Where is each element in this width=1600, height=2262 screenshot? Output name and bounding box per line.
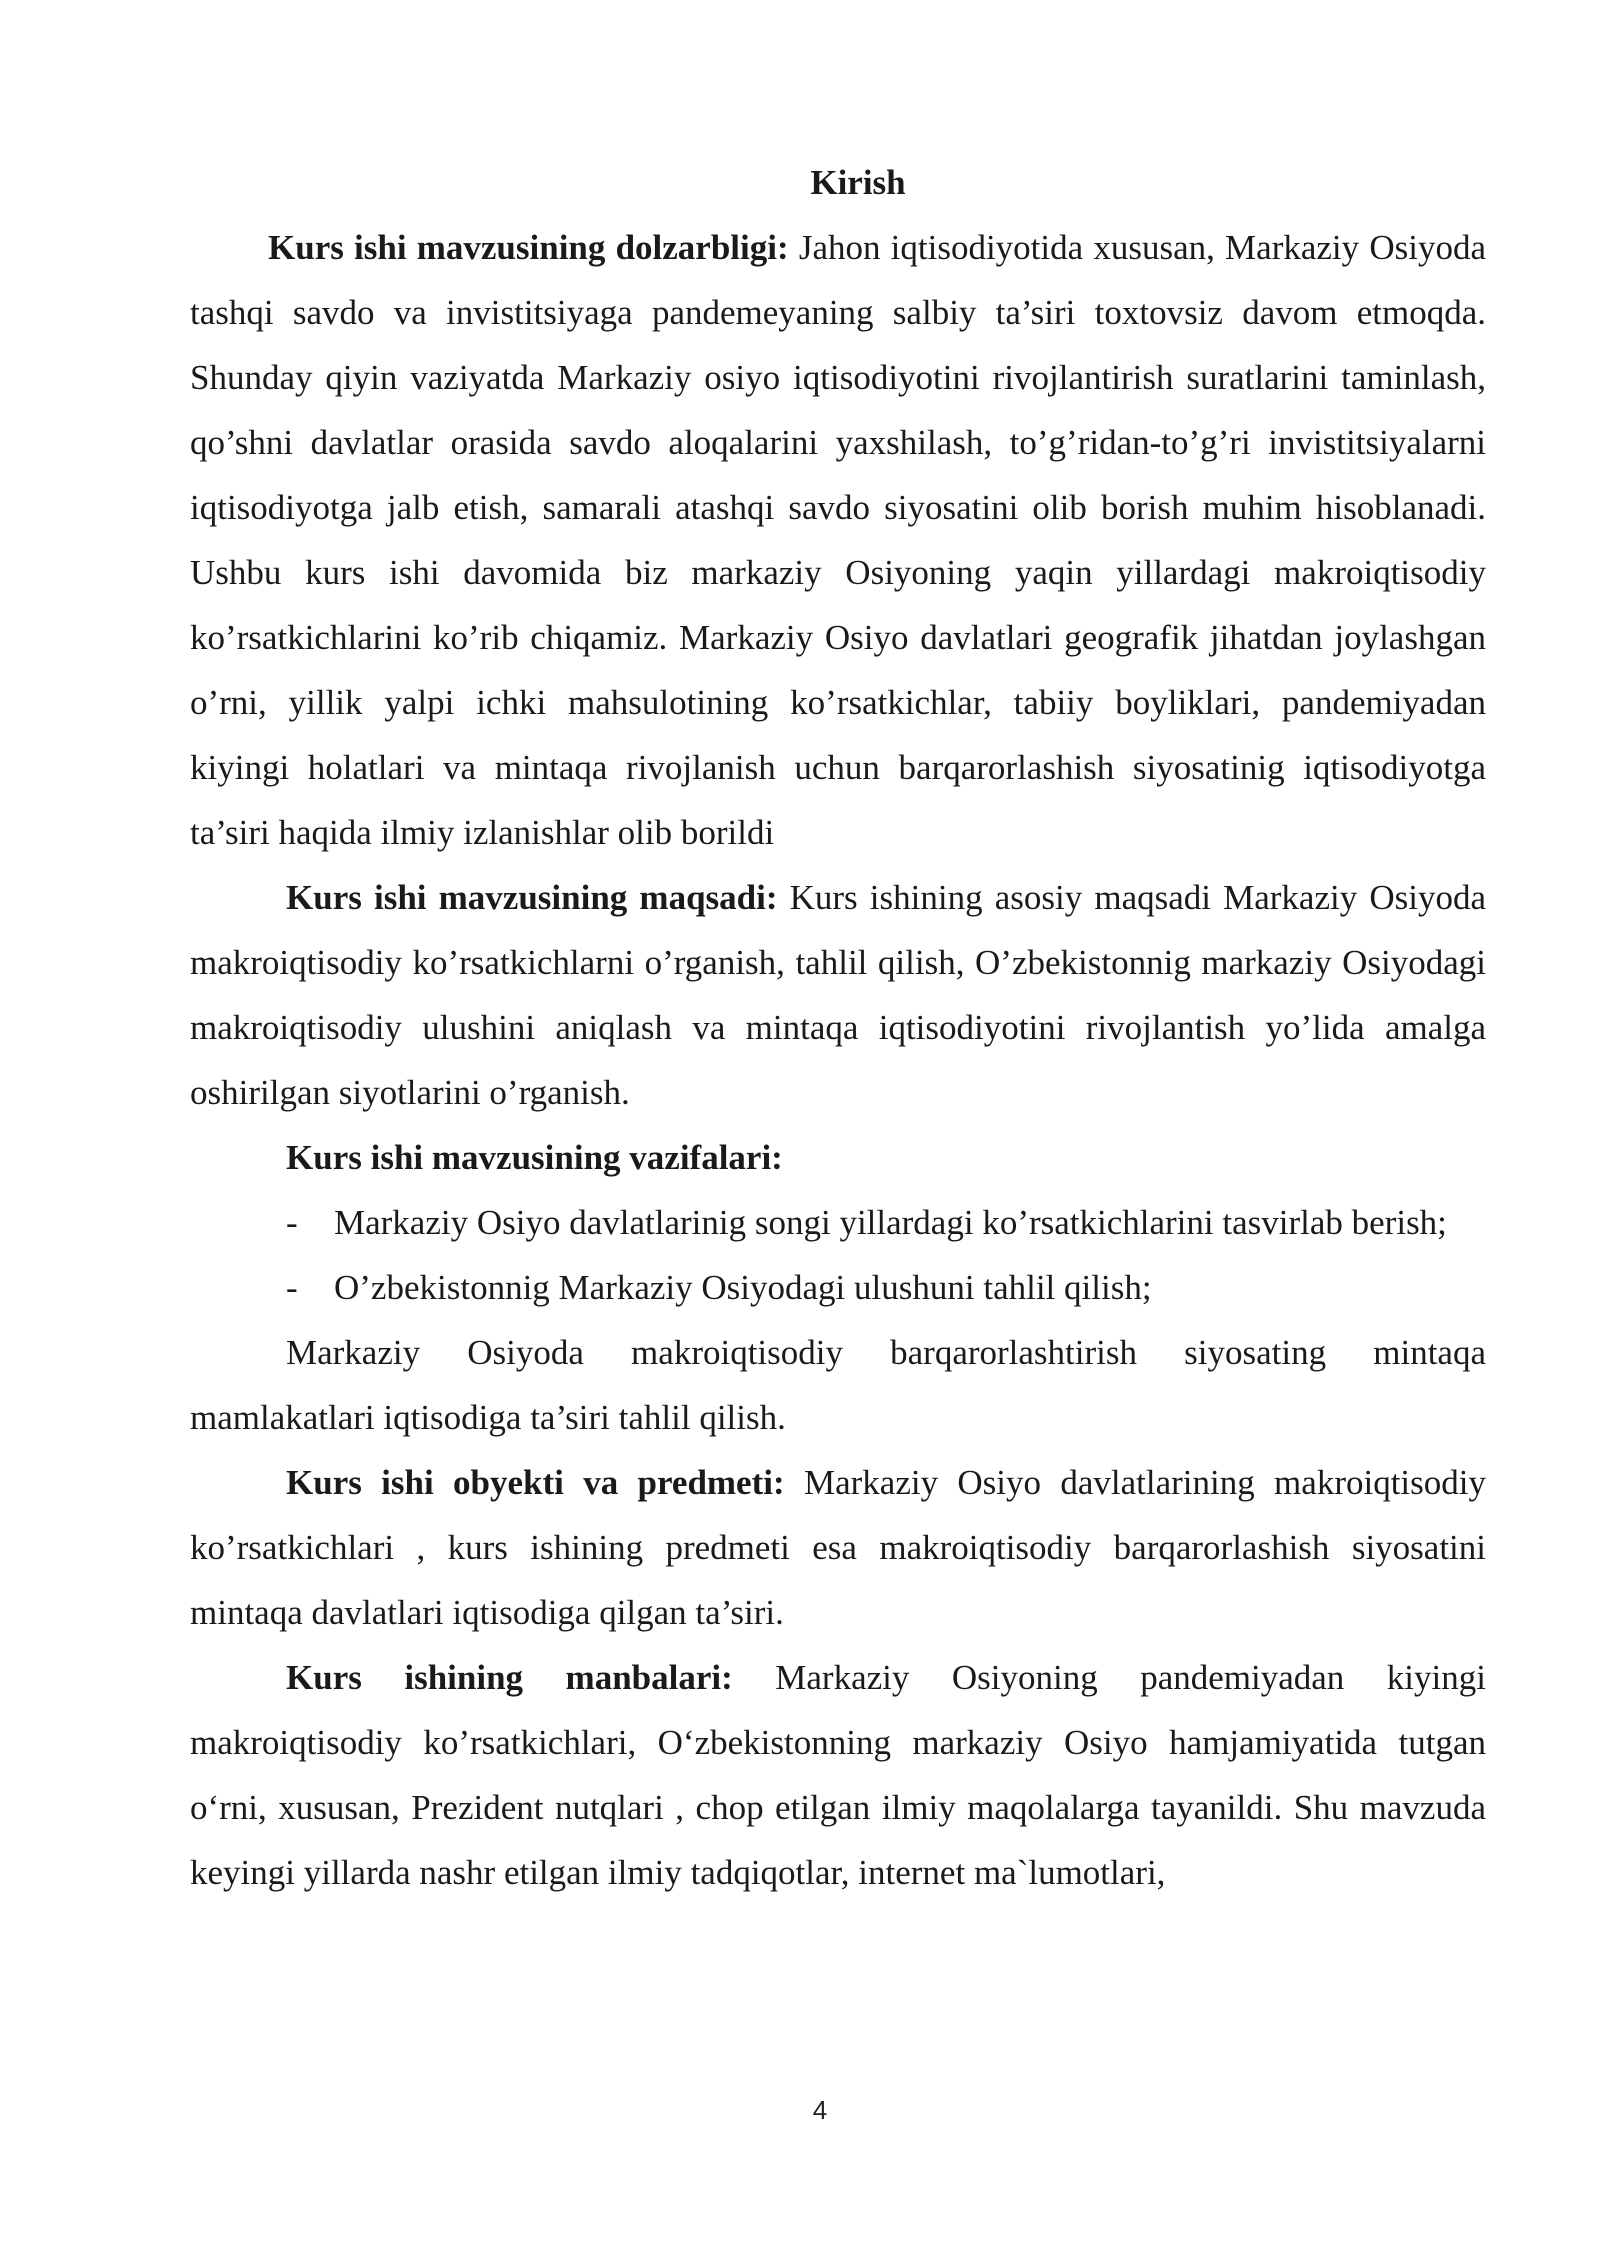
list-dash: - (286, 1203, 298, 1242)
section-heading-vazifalari: Kurs ishi mavzusining vazifalari: (286, 1138, 783, 1177)
list-item-text: Markaziy Osiyo davlatlarinig songi yillardagi ko’rsatkichlarini tasvirlab berish; (334, 1203, 1447, 1242)
document-page (190, 150, 1486, 1905)
paragraph-maqsadi (190, 865, 1486, 1125)
paragraph-lead: Kurs ishi mavzusining dolzarbligi: (268, 228, 789, 267)
paragraph-lead: Kurs ishi obyekti va predmeti: (286, 1463, 785, 1502)
list-item (190, 1190, 1486, 1255)
paragraph-text: Markaziy Osiyoning pandemiyadan kiyingi makroiqtisodiy ko’rsatkichlari, O‘zbekistonning markaziy Osiyo hamjamiyatida tutgan o‘rni, xususan, Prezident nutqlari , chop etilgan ilmiy maqolalarga tayanildi. Shu mavzuda keyingi yillarda nashr etilgan ilmiy tadqiqotlar, internet ma`lumotlari, (190, 1658, 1486, 1892)
paragraph-obyekti (190, 1450, 1486, 1645)
list-item-text: O’zbekistonnig Markaziy Osiyodagi ulushuni tahlil qilish; (334, 1268, 1152, 1307)
paragraph-lead: Kurs ishining manbalari: (286, 1658, 733, 1697)
paragraph-text: Markaziy Osiyo davlatlarining makroiqtisodiy ko’rsatkichlari , kurs ishining predmeti esa makroiqtisodiy barqarorlashish siyosatini mintaqa davlatlari iqtisodiga qilgan ta’siri. (190, 1463, 1486, 1632)
paragraph-lead: Kurs ishi mavzusining maqsadi: (286, 878, 778, 917)
task-list (190, 1190, 1486, 1320)
page-number: 4 (812, 2095, 828, 2125)
list-item (190, 1255, 1486, 1320)
paragraph-text: Kurs ishining asosiy maqsadi Markaziy Osiyoda makroiqtisodiy ko’rsatkichlarni o’rganish, tahlil qilish, O’zbekistonnig markaziy Osiyodagi makroiqtisodiy ulushini aniqlash va mintaqa iqtisodiyotini rivojlantish yo’lida amalga oshirilgan siyotlarini o’rganish. (190, 878, 1486, 1112)
paragraph-dolzarbligi (190, 215, 1486, 865)
paragraph-vazifalari-after: Markaziy Osiyoda makroiqtisodiy barqarorlashtirish siyosating mintaqa mamlakatlari iqtisodiga ta’siri tahlil qilish. (190, 1333, 1486, 1437)
list-dash: - (286, 1268, 298, 1307)
paragraph-manbalari (190, 1645, 1486, 1905)
page-title: Kirish (810, 163, 906, 202)
paragraph-text: Jahon iqtisodiyotida xususan, Markaziy Osiyoda tashqi savdo va invistitsiyaga pandemeyaning salbiy ta’siri toxtovsiz davom etmoqda. Shunday qiyin vaziyatda Markaziy osiyo iqtisodiyotini rivojlantirish suratlarini taminlash, qo’shni davlatlar orasida savdo aloqalarini yaxshilash, to’g’ridan-to’g’ri invistitsiyalarni iqtisodiyotga jalb etish, samarali atashqi savdo siyosatini olib borish muhim hisoblanadi. Ushbu kurs ishi davomida biz markaziy Osiyoning yaqin yillardagi makroiqtisodiy ko’rsatkichlarini ko’rib chiqamiz. Markaziy Osiyo davlatlari geografik jihatdan joylashgan o’rni, yillik yalpi ichki mahsulotining ko’rsatkichlar, tabiiy boyliklari, pandemiyadan kiyingi holatlari va mintaqa rivojlanish uchun barqarorlashish siyosatinig iqtisodiyotga ta’siri haqida ilmiy izlanishlar olib borildi (190, 228, 1486, 852)
